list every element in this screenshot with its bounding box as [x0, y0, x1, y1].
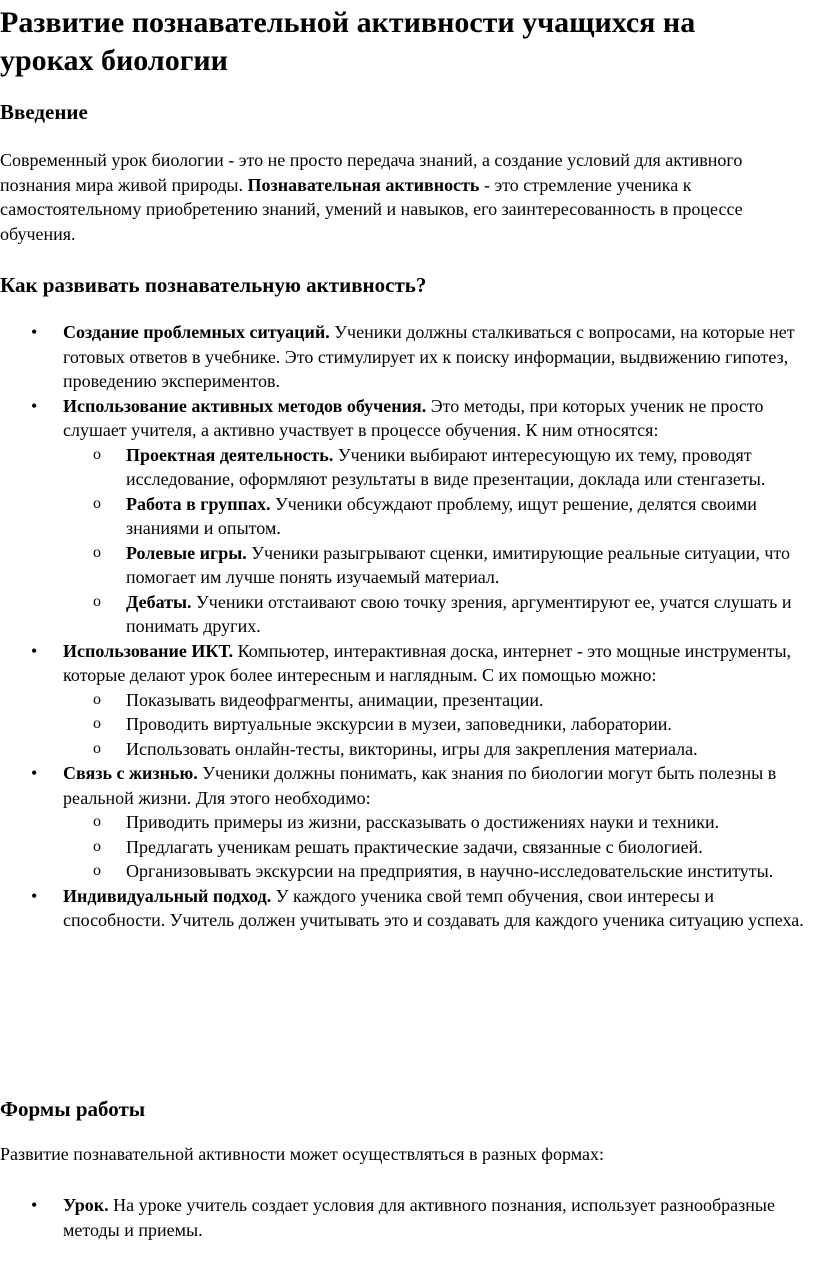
item-text: На уроке учитель создает условия для активного познания, использует разнообразные методы и приемы. [63, 1195, 775, 1240]
list-item [0, 761, 816, 884]
sub-item-title: Дебаты. [126, 591, 192, 612]
list-item [0, 639, 816, 762]
sub-list-item: o Показывать видеофрагменты, анимации, презентации. [63, 688, 816, 713]
sub-item-title: Работа в группах. [126, 493, 271, 514]
sub-item-title: Ролевые игры. [126, 542, 247, 563]
sub-list-item [63, 590, 816, 639]
forms-paragraph: Развитие познавательной активности может осуществляться в разных формах: [0, 1144, 604, 1164]
sub-item-text: Ученики обсуждают проблему, ищут решение, делятся своими знаниями и опытом. [126, 493, 757, 538]
sub-item-text: Ученики выбирают интересующую их тему, проводят исследование, оформляют результаты в виде презентации, доклада или стенгазеты. [126, 444, 766, 489]
item-text: У каждого ученика свой темп обучения, свои интересы и способности. Учитель должен учитывать это и создавать для каждого ученика ситуацию успеха. [63, 885, 804, 930]
heading-intro: Введение [0, 100, 88, 124]
sub-item-title: Проектная деятельность. [126, 444, 334, 465]
list-item [0, 320, 816, 394]
item-text: Ученики должны понимать, как знания по биологии могут быть полезны в реальной жизни. Для этого необходимо: [63, 763, 777, 808]
list-item [0, 1193, 816, 1242]
sub-list-item: o Предлагать ученикам решать практические задачи, связанные с биологией. [63, 835, 816, 860]
intro-bold-term: Познавательная активность [247, 174, 480, 195]
item-text: Это методы, при которых ученик не просто слушает учителя, а активно участвует в процессе обучения. К ним относятся: [63, 395, 764, 440]
intro-text-end: - это стремление ученика к самостоятельному приобретению знаний, умений и навыков, его заинтересованность в процессе обучения. [0, 174, 743, 244]
intro-text-start: Современный урок биологии - это не просто передача знаний, а создание условий для активного познания мира живой природы. [0, 150, 743, 195]
heading-forms: Формы работы [0, 1097, 146, 1121]
sublist-ict [63, 688, 816, 762]
sub-list-item: o Организовывать экскурсии на предприятия, в научно-исследовательские институты. [63, 859, 816, 884]
item-text: Ученики должны сталкиваться с вопросами, на которые нет готовых ответов в учебнике. Это стимулирует их к поиску информации, выдвижению гипотез, проведению экспериментов. [63, 322, 795, 391]
sub-list-item [63, 541, 816, 590]
item-text: Компьютер, интерактивная доска, интернет - это мощные инструменты, которые делают урок более интересным и наглядным. С их помощью можно: [63, 640, 792, 685]
sub-item-text: Ученики отстаивают свою точку зрения, аргументируют ее, учатся слушать и понимать других. [126, 591, 792, 636]
sub-item-text: Ученики разыгрывают сценки, имитирующие реальные ситуации, что помогает им лучше понять изучаемый материал. [126, 542, 791, 587]
forms-list [0, 1193, 816, 1242]
sub-list-item: o Проводить виртуальные экскурсии в музеи, заповедники, лаборатории. [63, 712, 816, 737]
item-title: Создание проблемных ситуаций. [63, 322, 330, 342]
intro-paragraph [0, 148, 800, 246]
sub-list-item [63, 443, 816, 492]
list-item [0, 394, 816, 639]
item-title: Использование ИКТ. [63, 640, 234, 661]
sub-list-item: o Использовать онлайн-тесты, викторины, игры для закрепления материала. [63, 737, 816, 762]
heading-how: Как развивать познавательную активность? [0, 273, 427, 297]
item-title: Связь с жизнью. [63, 763, 198, 783]
sublist-methods [63, 443, 816, 639]
item-title: Урок. [63, 1195, 109, 1215]
sublist-life [63, 810, 816, 884]
item-title: Индивидуальный подход. [63, 885, 272, 906]
document-title: Развитие познавательной активности учащихся на уроках биологии [0, 6, 696, 77]
item-title: Использование активных методов обучения. [63, 395, 427, 416]
sub-list-item: o Приводить примеры из жизни, рассказывать о достижениях науки и техники. [63, 810, 816, 835]
how-list [0, 320, 816, 933]
list-item [0, 884, 816, 933]
sub-list-item [63, 492, 816, 541]
